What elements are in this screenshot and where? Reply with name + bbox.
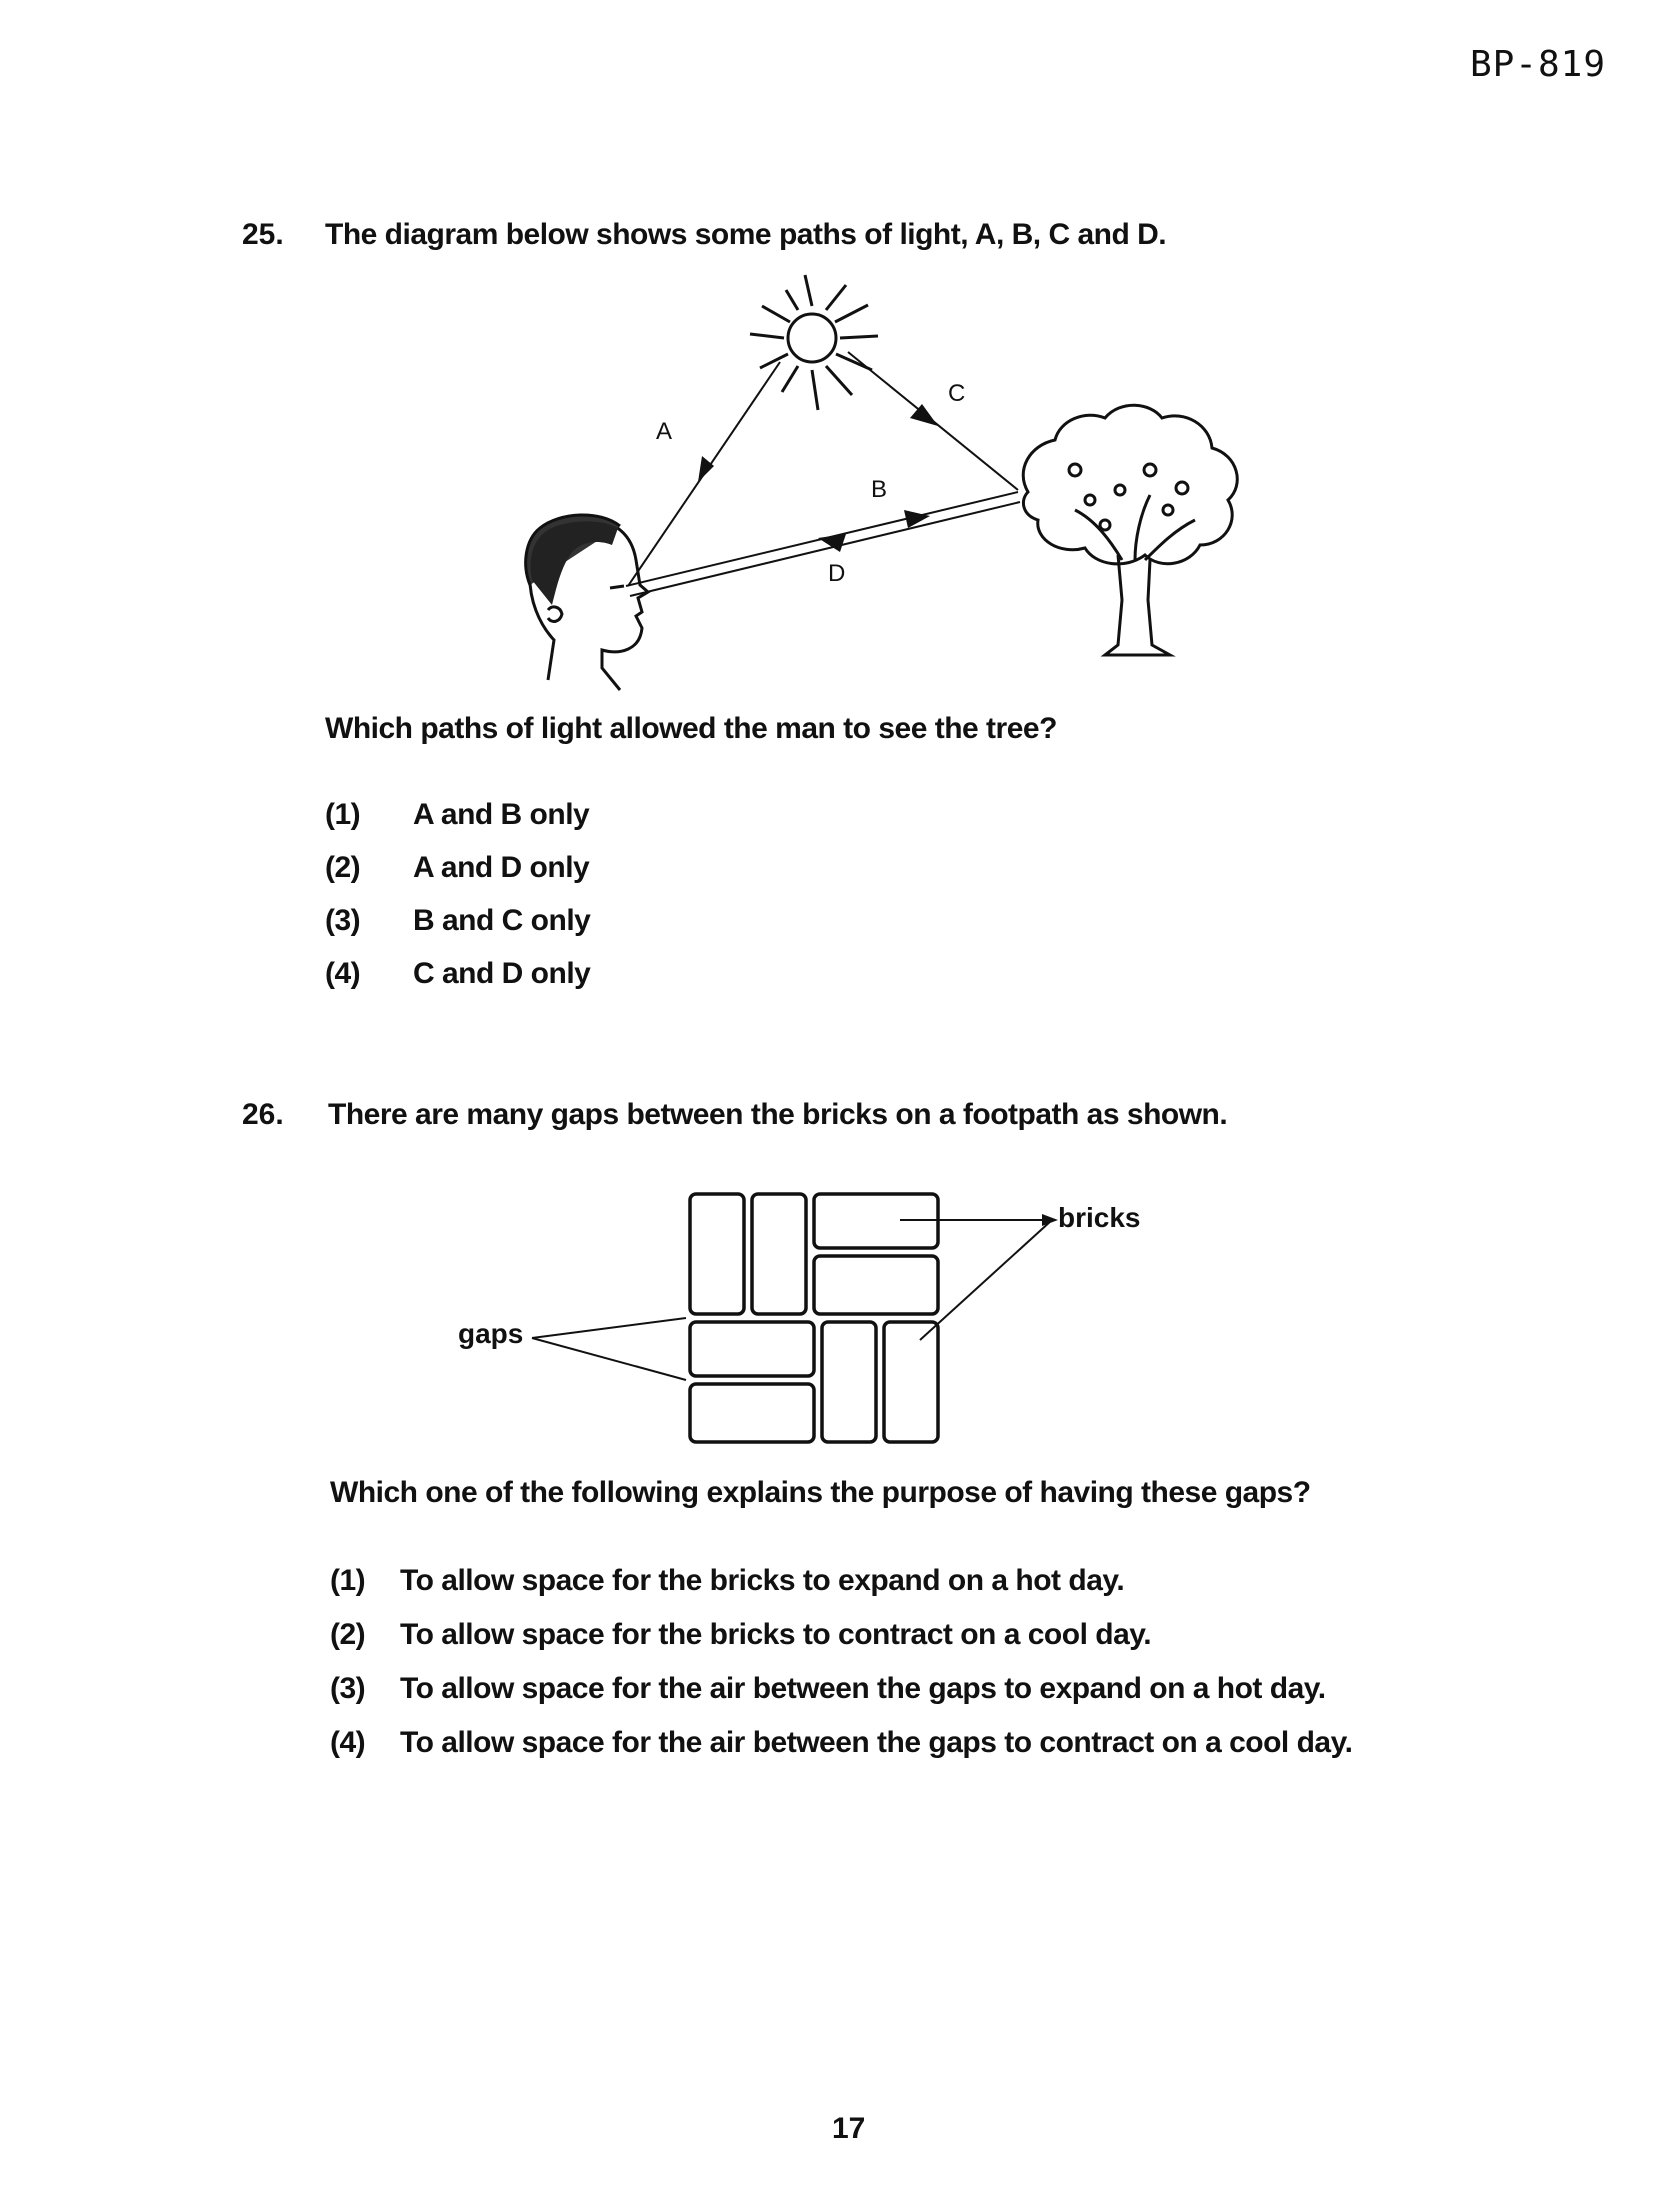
question-26-options bbox=[330, 1564, 1352, 1780]
brick bbox=[814, 1256, 938, 1314]
question-25-number: 25. bbox=[242, 218, 284, 251]
page-number: 17 bbox=[832, 2112, 866, 2145]
path-d-line bbox=[630, 502, 1020, 596]
option-3: (3) To allow space for the air between the gaps to expand on a hot day. bbox=[330, 1672, 1326, 1705]
question-26-prompt: Which one of the following explains the purpose of having these gaps? bbox=[330, 1476, 1311, 1509]
gaps-pointer bbox=[532, 1318, 686, 1380]
path-a-arrow bbox=[698, 456, 714, 482]
path-b-label: B bbox=[871, 476, 888, 503]
option-4: (4) To allow space for the air between the gaps to contract on a cool day. bbox=[330, 1726, 1353, 1759]
option-2: (2) A and D only bbox=[325, 851, 590, 884]
option-3: (3) B and C only bbox=[325, 904, 591, 937]
question-26-number: 26. bbox=[242, 1098, 284, 1131]
brick bbox=[884, 1322, 938, 1442]
option-2: (2) To allow space for the bricks to contract on a cool day. bbox=[330, 1618, 1152, 1651]
bricks-label: bricks bbox=[1058, 1202, 1141, 1233]
path-d-label: D bbox=[828, 560, 846, 587]
question-25-text: The diagram below shows some paths of light, A, B, C and D. bbox=[325, 218, 1167, 251]
option-1: (1) To allow space for the bricks to expand on a hot day. bbox=[330, 1564, 1125, 1597]
gaps-label: gaps bbox=[458, 1318, 524, 1349]
brick bbox=[690, 1194, 744, 1314]
brick-diagram bbox=[690, 1194, 938, 1442]
question-25-prompt: Which paths of light allowed the man to see the tree? bbox=[325, 712, 1057, 745]
brick bbox=[690, 1384, 814, 1442]
path-c-label: C bbox=[948, 380, 966, 407]
brick bbox=[752, 1194, 806, 1314]
path-a-label: A bbox=[656, 418, 673, 445]
document-code: BP-819 bbox=[1469, 44, 1606, 85]
option-4: (4) C and D only bbox=[325, 957, 591, 990]
question-26-text: There are many gaps between the bricks on a footpath as shown. bbox=[328, 1098, 1228, 1131]
option-1: (1) A and B only bbox=[325, 798, 590, 831]
path-c-arrow bbox=[910, 404, 938, 426]
brick bbox=[690, 1322, 814, 1376]
sun-icon bbox=[750, 275, 878, 410]
question-25-options bbox=[325, 798, 590, 1010]
tree-icon bbox=[1023, 405, 1237, 655]
brick bbox=[822, 1322, 876, 1442]
